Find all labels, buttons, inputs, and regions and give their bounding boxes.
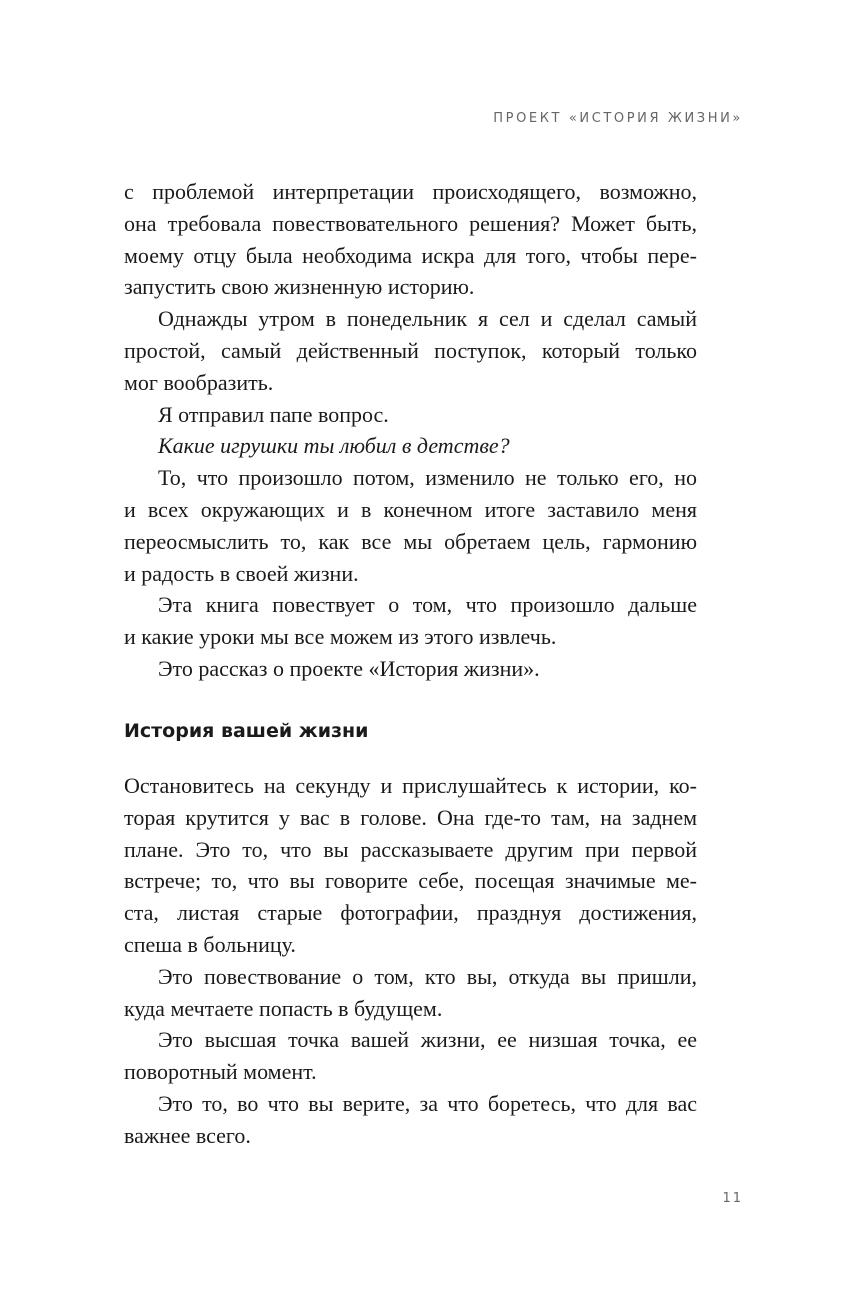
text-line: важнее всего. bbox=[124, 1122, 251, 1148]
running-head: ПРОЕКТ «ИСТОРИЯ ЖИЗНИ» bbox=[493, 111, 743, 126]
text-line: и какие уроки мы все можем из этого извлечь. bbox=[124, 624, 557, 650]
text-line: Я отправил папе вопрос. bbox=[158, 401, 389, 427]
text-line: ста, листая старые фотографии, празднуя достижения, bbox=[124, 900, 697, 926]
text-line: Эта книга повествует о том, что произошло дальше bbox=[158, 592, 697, 618]
text-line: торая крутится у вас в голове. Она где-то там, на заднем bbox=[124, 804, 697, 830]
text-line: простой, самый действенный поступок, который только bbox=[124, 337, 697, 363]
text-line: Это рассказ о проекте «История жизни». bbox=[158, 655, 540, 681]
text-line: и всех окружающих и в конечном итоге заставило меня bbox=[124, 496, 697, 522]
text-line: плане. Это то, что вы рассказываете другим при первой bbox=[124, 836, 697, 862]
text-line: моему отцу была необходима искра для того, чтобы пере- bbox=[124, 242, 697, 268]
section-heading: История вашей жизни bbox=[124, 720, 369, 742]
text-line: запустить свою жизненную историю. bbox=[124, 274, 475, 300]
body-text-section-2 bbox=[124, 770, 697, 1152]
text-line: Это высшая точка вашей жизни, ее низшая точка, ее bbox=[158, 1027, 697, 1053]
text-line: с проблемой интерпретации происходящего, возможно, bbox=[124, 179, 697, 204]
text-line: спеша в больницу. bbox=[124, 931, 296, 957]
text-line: Это то, во что вы верите, за что боретесь, что для вас bbox=[158, 1090, 697, 1116]
text-line: переосмыслить то, как все мы обретаем цель, гармонию bbox=[124, 528, 697, 554]
text-line: встрече; то, что вы говорите себе, посещая значимые ме- bbox=[124, 868, 697, 894]
text-line: она требовала повествовательного решения? Может быть, bbox=[124, 210, 697, 236]
text-line: То, что произошло потом, изменило не только его, но bbox=[158, 465, 697, 491]
text-line: Остановитесь на секунду и прислушайтесь к истории, ко- bbox=[124, 773, 697, 798]
page-number: 11 bbox=[722, 1191, 743, 1206]
text-line: поворотный момент. bbox=[124, 1059, 317, 1085]
text-line: и радость в своей жизни. bbox=[124, 560, 359, 586]
text-line: Однажды утром в понедельник я сел и сделал самый bbox=[158, 306, 697, 332]
text-line: Это повествование о том, кто вы, откуда вы пришли, bbox=[158, 963, 697, 989]
text-line: куда мечтаете попасть в будущем. bbox=[124, 995, 443, 1021]
text-line: мог вообразить. bbox=[124, 369, 274, 395]
body-text-section-1 bbox=[124, 176, 697, 685]
italic-question-line: Какие игрушки ты любил в детстве? bbox=[158, 433, 510, 459]
